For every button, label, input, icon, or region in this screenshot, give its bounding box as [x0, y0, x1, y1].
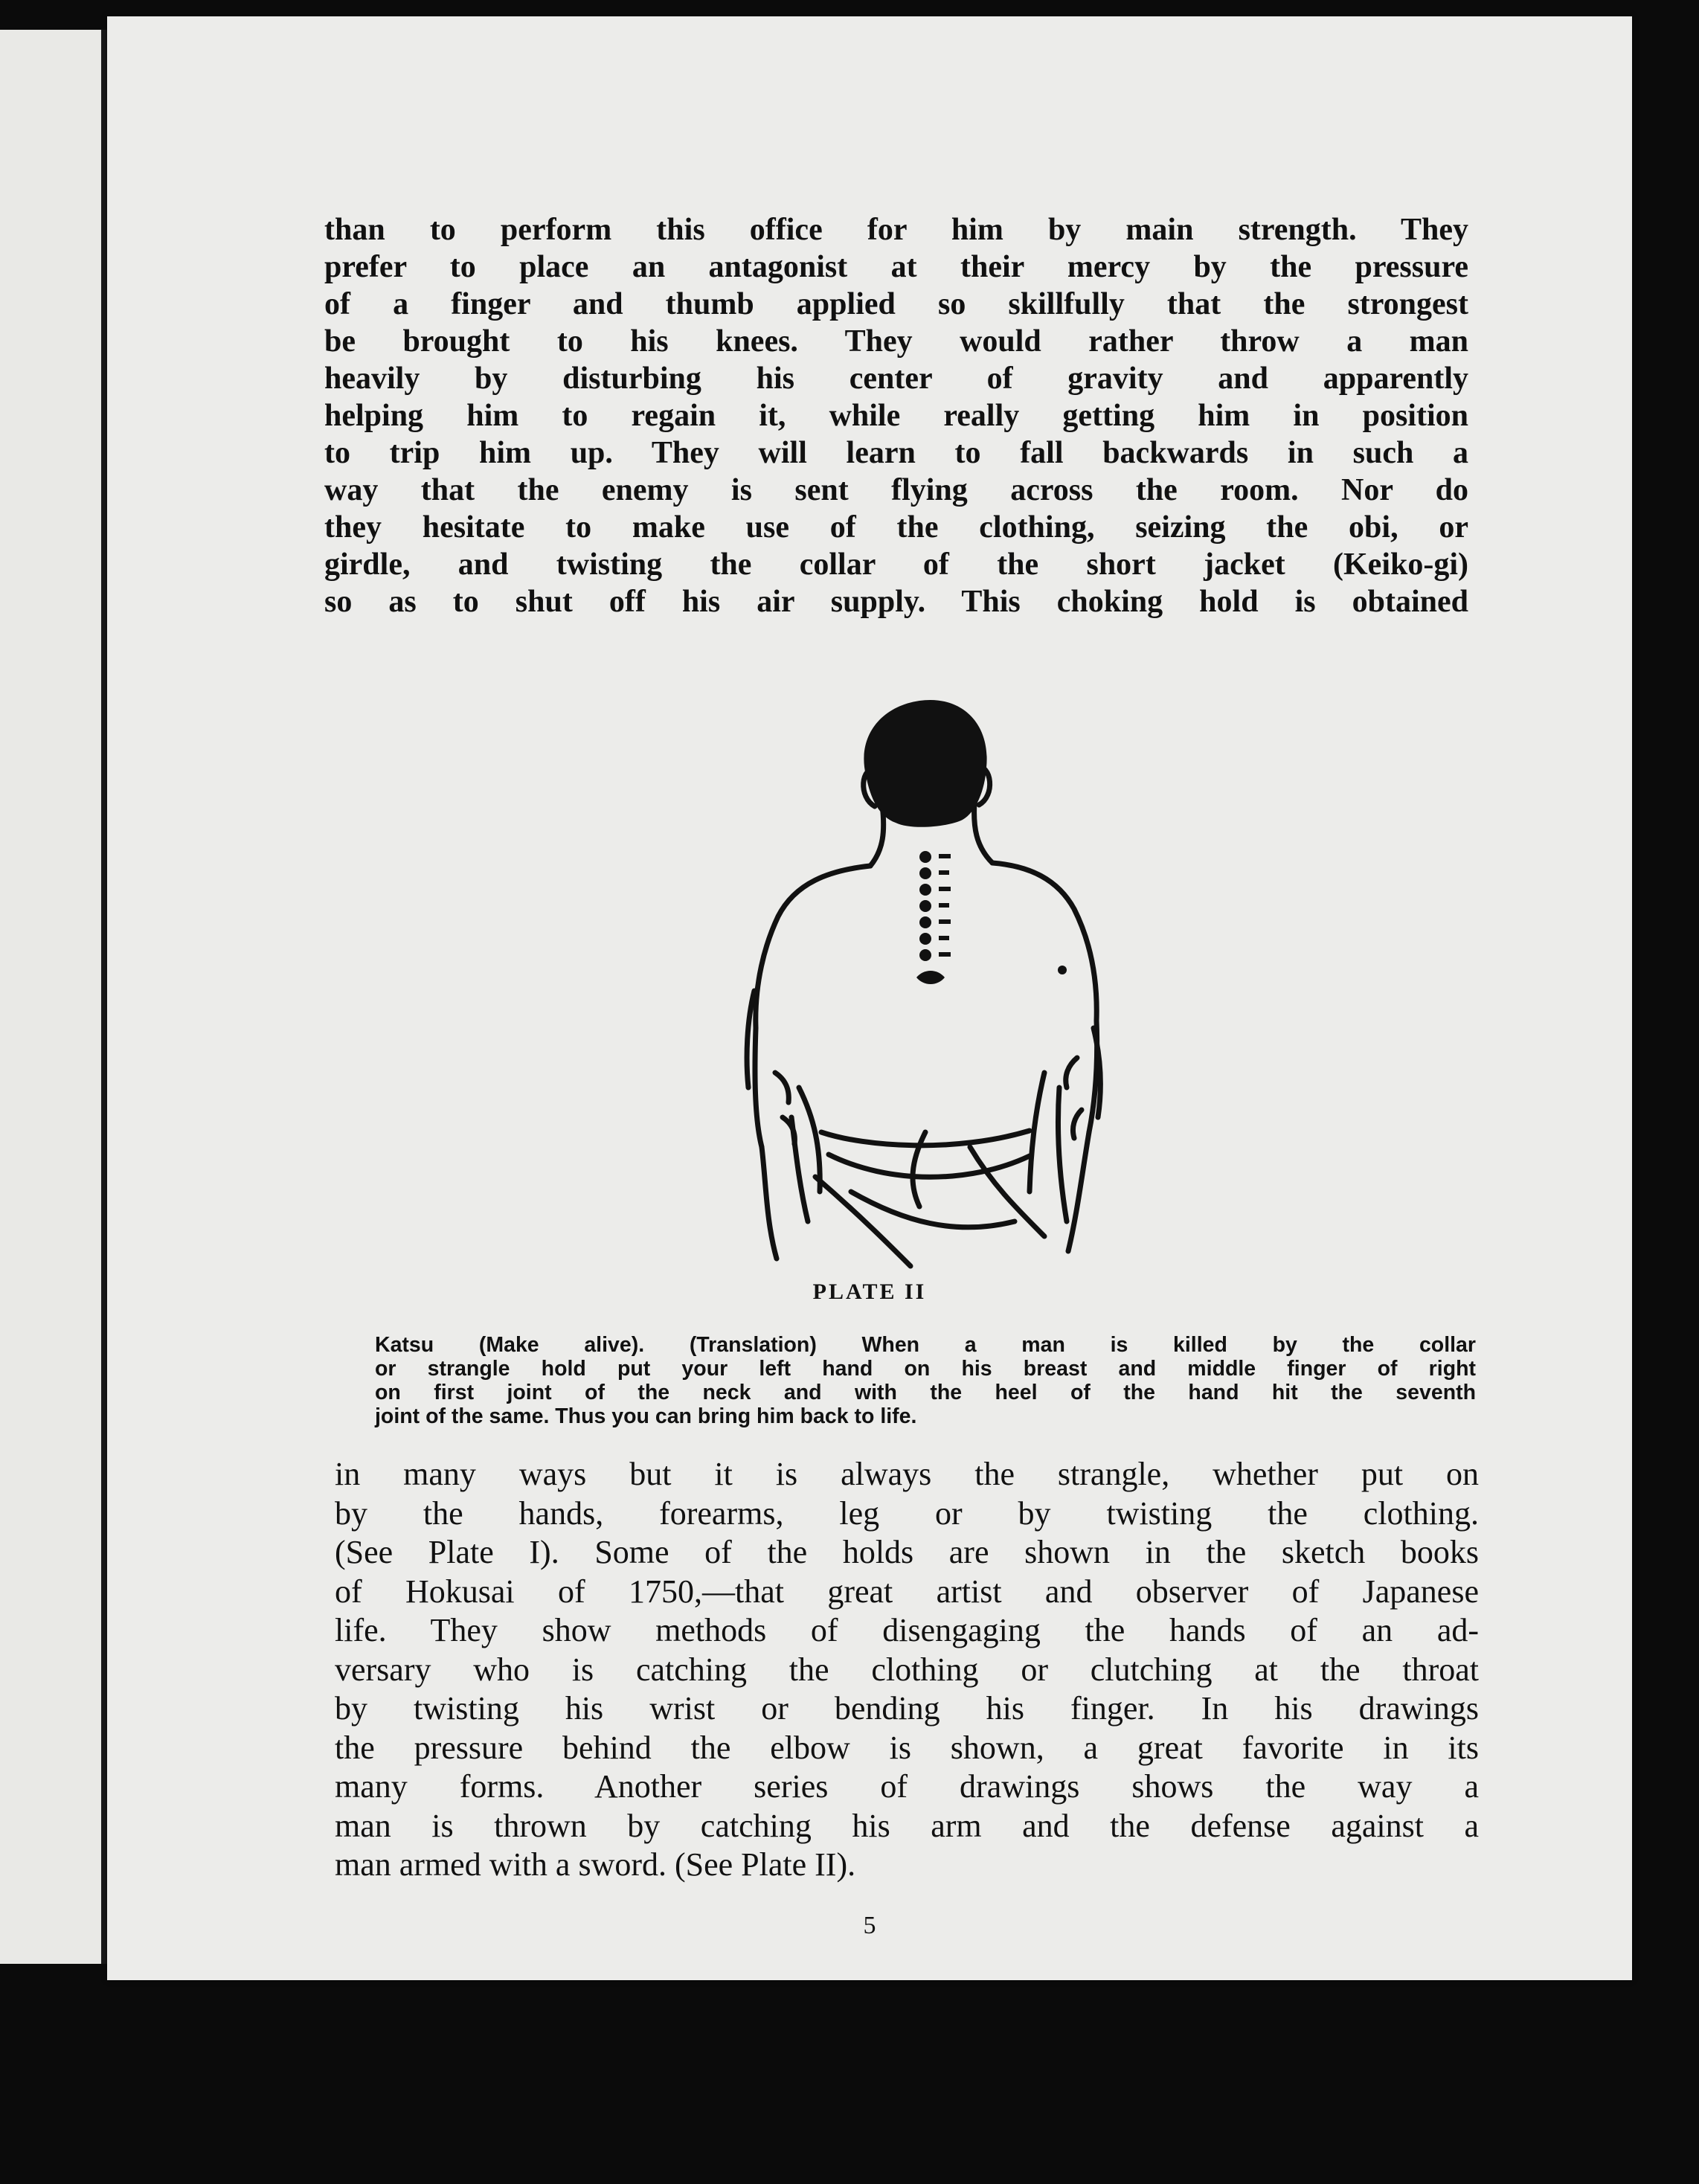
hair-shape	[864, 700, 986, 827]
text-line: than to perform this office for him by main strength. They	[324, 213, 1468, 247]
text-line: man armed with a sword. (See Plate II).	[335, 1846, 856, 1883]
caption-line: joint of the same. Thus you can bring him back to life.	[375, 1404, 917, 1428]
plate-label: PLATE II	[812, 1279, 927, 1304]
ink-speck	[1058, 966, 1067, 974]
text-line: the pressure behind the elbow is shown, a great favorite in its	[335, 1729, 1479, 1766]
caption-line: on first joint of the neck and with the heel of the hand hit the seventh	[375, 1381, 1476, 1404]
text-line: helping him to regain it, while really getting him in position	[324, 399, 1468, 433]
text-line: by twisting his wrist or bending his finger. In his drawings	[335, 1690, 1479, 1727]
text-line: versary who is catching the clothing or clutching at the throat	[335, 1651, 1479, 1688]
text-line: way that the enemy is sent flying across the room. Nor do	[324, 473, 1468, 507]
text-line: man is thrown by catching his arm and the defense against a	[335, 1807, 1479, 1844]
text-line: they hesitate to make use of the clothing, seizing the obi, or	[324, 510, 1468, 545]
text-line: by the hands, forearms, leg or by twisting the clothing.	[335, 1494, 1479, 1532]
facing-page-edge	[0, 30, 106, 1964]
body-text-bottom	[335, 1455, 1479, 1885]
text-line: be brought to his knees. They would rather throw a man	[324, 324, 1468, 359]
caption-line: or strangle hold put your left hand on his breast and middle finger of right	[375, 1357, 1476, 1381]
text-line: heavily by disturbing his center of gravity and apparently	[324, 362, 1468, 396]
page-number: 5	[863, 1912, 876, 1939]
text-line: of a finger and thumb applied so skillfully that the strongest	[324, 287, 1468, 321]
text-line: of Hokusai of 1750,—that great artist and observer of Japanese	[335, 1573, 1479, 1610]
body-text-top	[324, 211, 1468, 620]
plate-illustration-man-back	[643, 671, 1178, 1281]
text-line: to trip him up. They will learn to fall backwards in such a	[324, 436, 1468, 470]
text-line: girdle, and twisting the collar of the short jacket (Keiko-gi)	[324, 547, 1468, 582]
text-line: in many ways but it is always the strangle, whether put on	[335, 1456, 1479, 1492]
plate-caption	[375, 1333, 1476, 1428]
book-page	[107, 16, 1632, 1980]
text-line: life. They show methods of disengaging the hands of an ad-	[335, 1612, 1479, 1648]
text-line: prefer to place an antagonist at their mercy by the pressure	[324, 250, 1468, 284]
book-spine	[101, 30, 107, 1964]
text-line: so as to shut off his air supply. This choking hold is obtained	[324, 585, 1468, 619]
text-line: (See Plate I). Some of the holds are shown in the sketch books	[335, 1534, 1479, 1570]
text-line: many forms. Another series of drawings shows the way a	[335, 1768, 1479, 1805]
caption-line: Katsu (Make alive). (Translation) When a man is killed by the collar	[375, 1333, 1476, 1357]
